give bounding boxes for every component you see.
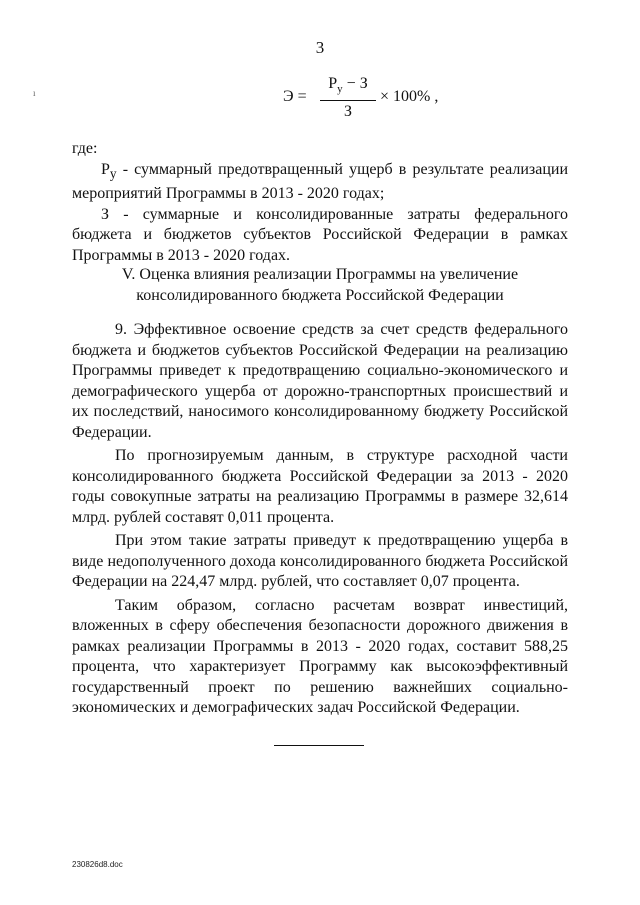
formula-numerator	[318, 74, 378, 99]
paragraph: Таким образом, согласно расчетам возврат инвестиций, вложенных в сферу обеспечения безопасности дорожного движения в рамках реализации Программы в 2013 - 2020 годах, составит 588,25 процента, что характеризует Программу как высокоэффективный государственный проект по решению важнейших социально-экономических и демографических задач Российской Федерации.	[72, 596, 568, 716]
section-heading-line-1: V. Оценка влияния реализации Программы на увеличение	[121, 266, 519, 283]
end-divider	[274, 745, 364, 746]
legend-item-z: З - суммарные и консолидированные затраты федерального бюджета и бюджетов субъектов Российской Федерации в рамках Программы в 2013 - 2020 годах.	[72, 205, 568, 264]
formula-rhs: × 100% ,	[380, 88, 439, 105]
legend-intro: где:	[72, 140, 98, 157]
formula-fraction	[318, 74, 378, 122]
section-body	[72, 320, 568, 722]
paragraph: 9. Эффективное освоение средств за счет средств федерального бюджета и бюджетов субъектов Российской Федерации на реализацию Программы приведет к предотвращению социально-экономического и демографического ущерба от дорожно-транспортных происшествий и их последствий, наносимого консолидированному бюджету Российской Федерации.	[72, 321, 568, 441]
numerator-rest: − З	[342, 75, 368, 92]
numerator-main: Р	[328, 75, 338, 92]
formula-lhs: Э =	[283, 88, 307, 105]
file-name-footer: 230826d8.doc	[72, 860, 123, 869]
section-heading	[72, 265, 568, 306]
page-number: 3	[315, 38, 325, 57]
formula-legend	[72, 139, 568, 266]
efficiency-formula	[283, 74, 443, 124]
paragraph: По прогнозируемым данным, в структуре расходной части консолидированного бюджета Российской Федерации за 2013 - 2020 годы совокупные затраты на реализацию Программы в размере 32,614 млрд. рублей составят 0,011 процента.	[72, 447, 568, 526]
fraction-bar	[320, 100, 376, 101]
paragraph: При этом такие затраты приведут к предотвращению ущерба в виде недополученного дохода консолидированного бюджета Российской Федерации на 224,47 млрд. рублей, что составляет 0,07 процента.	[72, 532, 568, 590]
section-heading-line-2: консолидированного бюджета Российской Федерации	[136, 286, 504, 304]
formula-denominator: З	[343, 103, 352, 121]
numerator-sub: у	[337, 83, 343, 96]
margin-mark: ı	[33, 88, 36, 98]
legend-item-ry: $Р_у$ - суммарный предотвращенный ущерб в результате реализации мероприятий Программы в 2013 - 2020 годах;	[72, 160, 568, 203]
